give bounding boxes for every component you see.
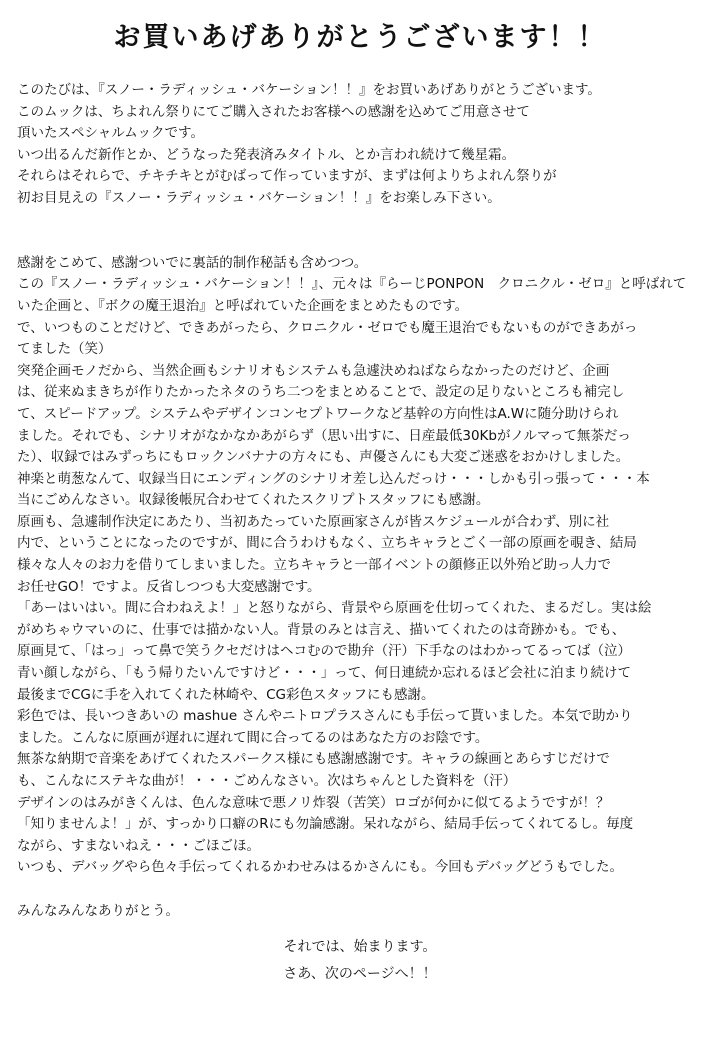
closing-message — [0, 934, 720, 988]
text-line: それらはそれらで、チキチキとがむばって作っていますが、まずは何よりちよれん祭りが — [17, 168, 557, 185]
text-line: 「あーはいはい。間に合わねえよ！」と怒りながら、背景やら原画を仕切ってくれた、まるだし。実は絵 — [17, 600, 652, 617]
text-line: 初お目見えの『スノー・ラディッシュ・バケーション！！』をお楽しみ下さい。 — [17, 189, 501, 206]
page-title: お買いあげありがとうございます！！ — [113, 22, 607, 53]
final-thanks: みんなみんなありがとう。 — [17, 902, 179, 919]
closing-line: それでは、始まります。 — [283, 939, 437, 955]
text-line: がめちゃウマいのに、仕事では描かない人。背景のみとは言え、描いてくれたのは奇跡かも。でも、 — [17, 621, 626, 638]
text-line: 彩色では、長いつきあいの mashue さんやニトロプラスさんにも手伝って貰いました。本気で助かり — [17, 708, 633, 725]
text-line: 「知りませんよ！」が、すっかり口癖のRにも勿論感謝。呆れながら、結局手伝ってくれてるし。毎度 — [17, 816, 634, 833]
text-line: 当にごめんなさい。収録後帳尻合わせてくれたスクリプトスタッフにも感謝。 — [17, 492, 490, 509]
text-line: は、従来ぬまきちが作りたかったネタのうち二つをまとめることで、設定の足りないところも補完し — [17, 384, 625, 401]
text-line: ながら、すまないねえ・・・ごほごほ。 — [17, 837, 260, 854]
text-line: も、こんなにステキな曲が！・・・ごめんなさい。次はちゃんとした資料を（汗） — [17, 773, 517, 789]
text-line: デザインのはみがきくんは、色んな意味で悪ノリ炸裂（苦笑）ロゴが何かに似てるようですが！？ — [17, 794, 610, 811]
text-line: お任せGO！ですよ。反省しつつも大変感謝です。 — [17, 578, 321, 595]
text-line: このムックは、ちよれん祭りにてご購入されたお客様への感謝を込めてご用意させて — [17, 103, 530, 120]
letter-body — [17, 80, 707, 922]
text-line: 原画見て、「はっ」って鼻で笑うクセだけはヘコむので勘弁（汗）下手なのはわかってるってば（泣） — [17, 643, 631, 660]
text-line: 無茶な納期で音楽をあげてくれたスパークス様にも感謝感謝です。キャラの線画とあらすじだけで — [17, 751, 610, 768]
text-line: で、いつものことだけど、できあがったら、クロニクル・ゼロでも魔王退治でもないものができあがっ — [17, 319, 638, 336]
text-line: この『スノー・ラディッシュ・バケーション！！』、元々は『らーじPONPON クロニクル・ゼロ』と呼ばれて — [17, 276, 687, 293]
text-line: 頂いたスペシャルムックです。 — [17, 125, 204, 142]
text-line: てました（笑） — [17, 341, 112, 358]
text-line: 青い顔しながら、「もう帰りたいんですけど・・・」って、何日連続か忘れるほど会社に泊まり続けて — [17, 665, 631, 682]
text-line: 原画も、急遽制作決定にあたり、当初あたっていた原画家さんが皆スケジュールが合わず、別に社 — [17, 513, 610, 530]
text-line: いつ出るんだ新作とか、どうなった発表済みタイトル、とか言われ続けて幾星霜。 — [17, 146, 516, 163]
text-line: 神楽と萌葱なんて、収録当日にエンディングのシナリオ差し込んだっけ・・・しかも引っ張って・・・本 — [17, 470, 650, 487]
text-line: いた企画と、『ボクの魔王退治』と呼ばれていた企画をまとめたものです。 — [17, 297, 469, 314]
text-line: いつも、デバッグやら色々手伝ってくれるかわせみはるかさんにも。今回もデバッグどうもでした。 — [17, 859, 624, 876]
text-line: 最後までCGに手を入れてくれた林崎や、CG彩色スタッフにも感謝。 — [17, 686, 435, 703]
text-line: て、スピードアップ。システムやデザインコンセプトワークなど基幹の方向性はA.Wに随分助けられ — [17, 405, 619, 422]
thanks-paragraph — [17, 253, 707, 879]
text-line: ました。こんなに原画が遅れに遅れて間に合ってるのはあなた方のお陰です。 — [17, 729, 489, 746]
text-line: た）、収録ではみずっちにもロックンバナナの方々にも、声優さんにも大変ご迷惑をおかけしました。 — [17, 449, 630, 466]
text-line: 様々な人々のお力を借りてしまいました。立ちキャラと一部イベントの顔修正以外殆ど助っ人力で — [17, 557, 611, 574]
text-line: 突発企画モノだから、当然企画もシナリオもシステムも急遽決めねばならなかったのだけど、企画 — [17, 362, 610, 379]
text-line: 感謝をこめて、感謝ついでに裏話的制作秘話も含めつつ。 — [17, 254, 368, 271]
text-line: ました。それでも、シナリオがなかなかあがらず（思い出すに、日産最低30Kbがノルマって無茶だっ — [17, 427, 631, 444]
text-line: 内で、ということになったのですが、間に合うわけもなく、立ちキャラとごく一部の原画を覗き、結局 — [17, 535, 637, 552]
intro-paragraph — [17, 80, 707, 210]
text-line: このたびは、『スノー・ラディッシュ・バケーション！！』をお買いあげありがとうございます。 — [17, 82, 601, 98]
closing-line: さあ、次のページへ！！ — [283, 966, 437, 982]
